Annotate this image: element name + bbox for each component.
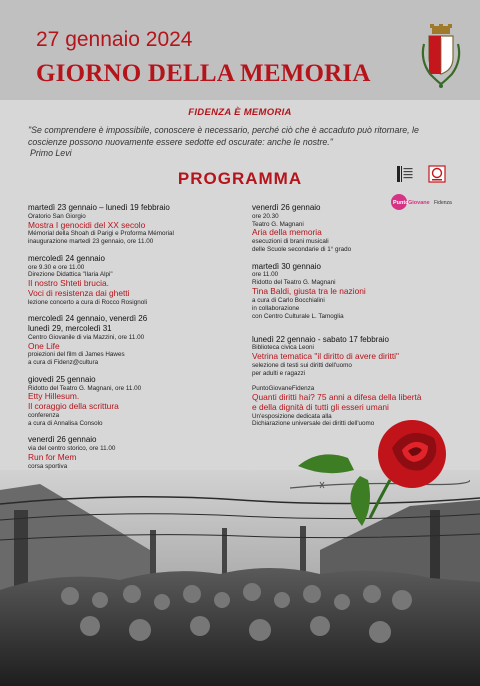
right-column — [252, 203, 467, 436]
main-title: GIORNO DELLA MEMORIA — [36, 60, 371, 87]
header-band — [0, 0, 480, 100]
quote-block — [28, 125, 458, 160]
logo-text-city: Fidenza — [434, 200, 452, 206]
event-detail: esecuzioni di brani musicali — [252, 238, 329, 245]
event-item — [28, 203, 243, 246]
event-title: Mostra I genocidi del XX secolo — [28, 219, 146, 230]
event-detail: proiezioni del film di James Hawes — [28, 351, 125, 359]
event-detail: con Centro Culturale L. Tamoglia — [252, 312, 344, 320]
event-detail: in collaborazione — [252, 304, 300, 312]
event-title: Etty Hillesum. — [28, 391, 80, 402]
subtitle: FIDENZA È MEMORIA — [188, 107, 292, 118]
event-title: Il coraggio della scrittura — [28, 401, 119, 411]
logo-text-giovane: Giovane — [408, 200, 430, 206]
event-detail: a cura di Fidenz@cultura — [28, 359, 99, 366]
event-item — [252, 262, 467, 321]
event-date: mercoledì 24 gennaio — [28, 253, 105, 263]
partner-logo-icon — [428, 165, 446, 183]
event-item — [28, 375, 243, 428]
event-detail: conferenza — [28, 411, 60, 419]
event-detail: a cura di Annalisa Consolo — [28, 419, 103, 427]
event-date: 27 gennaio 2024 — [36, 28, 193, 51]
event-detail: selezione di testi sui diritti dell'uomo — [252, 361, 352, 369]
event-place: Teatro G. Magnani — [252, 220, 304, 228]
event-title: Voci di resistenza dai ghetti — [28, 287, 130, 298]
event-place: ore 11.00 — [252, 271, 279, 279]
event-detail: delle Scuole secondarie di 1° grado — [252, 245, 352, 253]
event-title: e della dignità di tutti gli esseri umani — [252, 401, 389, 412]
event-item — [28, 254, 243, 307]
city-crest-icon — [418, 24, 464, 96]
event-place: Ridotto del Teatro G. Magnani — [252, 279, 336, 287]
event-title: Il nostro Shteti brucia. — [28, 278, 109, 289]
event-date: lunedì 29, mercoledì 31 — [28, 324, 112, 333]
event-place: PuntoGiovaneFidenza — [252, 385, 315, 393]
event-detail: Mémorial della Shoah di Parigi e Proforma Mémorial — [28, 230, 174, 238]
institution-logo-icon — [396, 165, 414, 183]
event-detail: Un'esposizione dedicata alla — [252, 412, 332, 420]
event-title: Quanti diritti hai? 75 anni a difesa della libertà — [252, 392, 422, 403]
red-rose-icon — [290, 418, 470, 533]
event-date: lunedì 22 gennaio - sabato 17 febbraio — [252, 334, 389, 344]
event-date: martedì 30 gennaio — [252, 261, 321, 271]
event-item — [252, 335, 467, 378]
event-title: Run for Mem — [28, 451, 77, 462]
event-place: Biblioteca civica Leoni — [252, 344, 314, 352]
event-date: giovedì 25 gennaio — [28, 374, 96, 384]
event-detail: Dichiarazione universale dei diritti dell'uomo — [252, 420, 375, 428]
event-title: Tina Baldi, giusta tra le nazioni — [252, 286, 366, 297]
event-title: Vetrina tematica "il diritto di avere diritti" — [252, 351, 399, 362]
event-place: Direzione Didattica "Ilaria Alpi" — [28, 271, 113, 279]
event-place: ore 9.30 e ore 11.00 — [28, 263, 85, 271]
left-column — [28, 203, 243, 486]
event-date: mercoledì 24 gennaio, venerdì 26 — [28, 314, 148, 324]
event-title: Aria della memoria — [252, 227, 322, 238]
event-title: One Life — [28, 340, 60, 351]
event-place: ore 20.30 — [252, 212, 279, 220]
event-detail: corsa sportiva — [28, 462, 68, 470]
event-item — [28, 314, 243, 367]
event-place: via del centro storico, ore 11.00 — [28, 445, 116, 452]
event-date: martedì 23 gennaio – lunedì 19 febbraio — [28, 203, 170, 212]
event-date: venerdì 26 gennaio — [28, 435, 97, 445]
event-place: Oratorio San Giorgio — [28, 212, 86, 220]
event-detail: lezione concerto a cura di Rocco Rosignoli — [28, 298, 148, 306]
quote-author: Primo Levi — [30, 148, 72, 158]
quote-text: "Se comprendere è impossibile, conoscere è necessario, perché ciò che è accaduto può ritornare, le coscienze possono nuovamente essere sedotte ed oscurate: anche le nostre." — [28, 125, 419, 147]
event-detail: inaugurazione martedì 23 gennaio, ore 11.00 — [28, 238, 154, 245]
event-item — [252, 203, 467, 254]
event-place: Centro Giovanile di via Mazzini, ore 11.00 — [28, 333, 145, 341]
event-place: Ridotto del Teatro G. Magnani, ore 11.00 — [28, 384, 142, 392]
event-date: venerdì 26 gennaio — [252, 203, 321, 212]
event-detail: per adulti e ragazzi — [252, 369, 306, 377]
event-detail: a cura di Carlo Bocchialini — [252, 296, 325, 304]
logo-text-punto: Punto — [393, 200, 409, 206]
programma-title: PROGRAMMA — [177, 169, 303, 188]
